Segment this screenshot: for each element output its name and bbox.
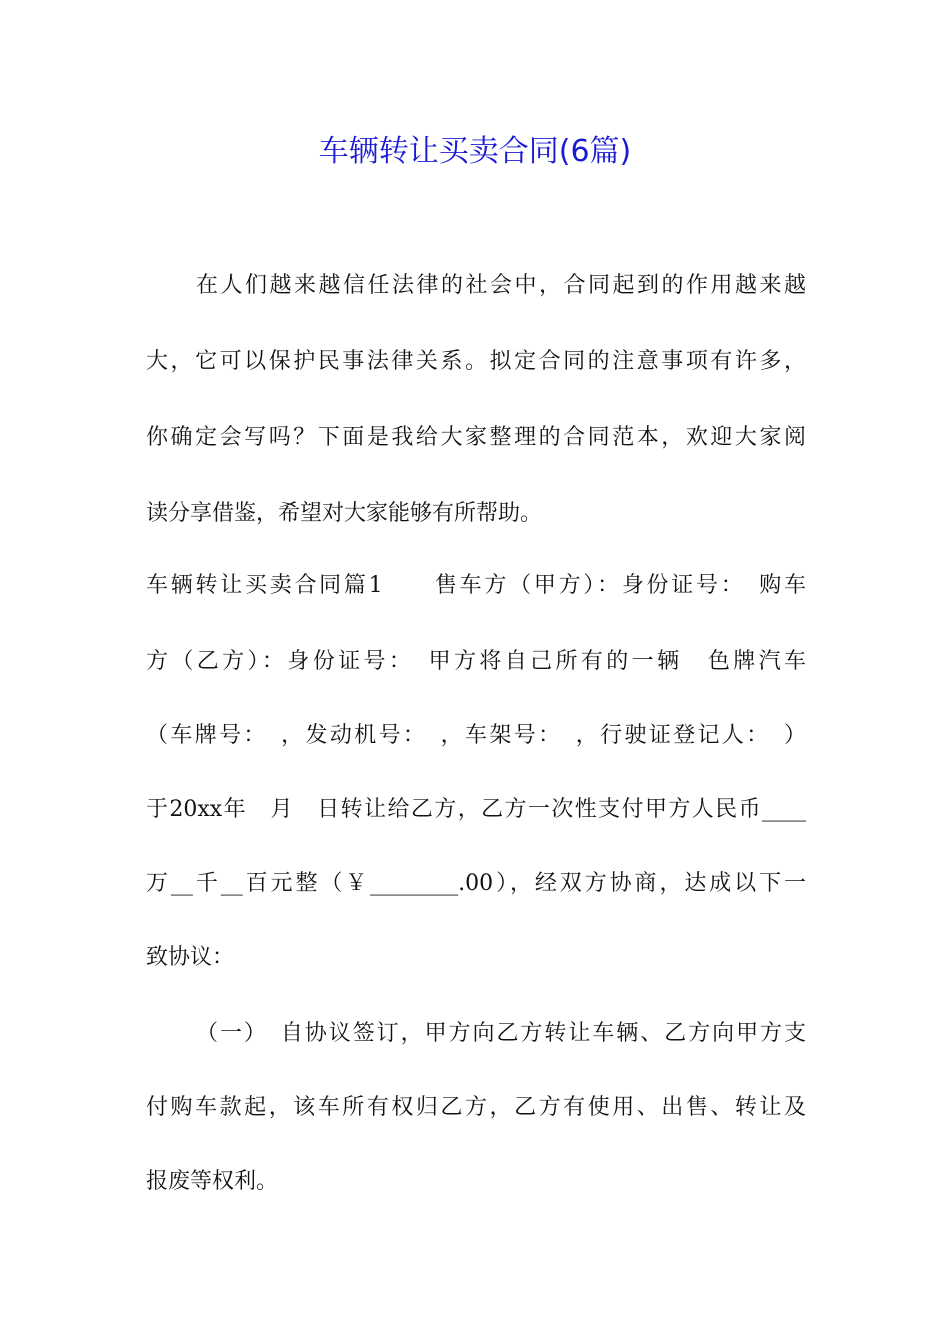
body-line-9: 万__千__百元整（￥________.00），经双方协商，达成以下一: [146, 871, 806, 896]
body-line-8: 于20xx年 月 日转让给乙方，乙方一次性支付甲方人民币____: [146, 797, 806, 822]
body-line-6: 方（乙方）：身份证号： 甲方将自己所有的一辆 色牌汽车: [146, 649, 806, 674]
body-line-13: 报废等权利。: [146, 1169, 279, 1194]
document-title: 车辆转让买卖合同(6篇): [318, 134, 632, 169]
body-line-10: 致协议：: [146, 945, 235, 970]
body-line-5: 车辆转让买卖合同篇1 售车方（甲方）：身份证号： 购车: [146, 573, 806, 598]
body-line-12: 付购车款起，该车所有权归乙方，乙方有使用、出售、转让及: [146, 1095, 806, 1120]
body-line-1: 在人们越来越信任法律的社会中，合同起到的作用越来越: [196, 273, 806, 298]
body-line-4: 读分享借鉴，希望对大家能够有所帮助。: [146, 501, 543, 526]
body-line-2: 大，它可以保护民事法律关系。拟定合同的注意事项有许多，: [146, 349, 806, 374]
body-line-3: 你确定会写吗？下面是我给大家整理的合同范本，欢迎大家阅: [146, 425, 806, 450]
body-line-11: （一） 自协议签订，甲方向乙方转让车辆、乙方向甲方支: [196, 1021, 806, 1046]
body-line-7: （车牌号： ，发动机号： ，车架号： ，行驶证登记人： ）: [146, 723, 806, 748]
